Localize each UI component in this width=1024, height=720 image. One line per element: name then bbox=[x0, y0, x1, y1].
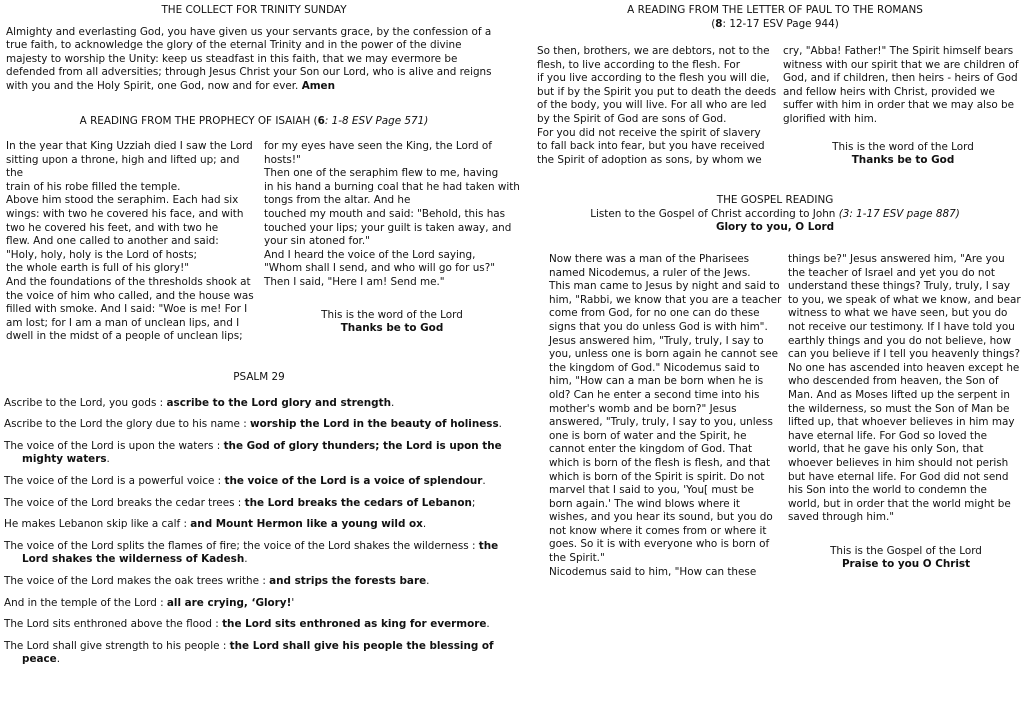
gospel-response: Praise to you O Christ bbox=[841, 558, 971, 571]
psalm-verse-response: the Lord breaks the cedars of Lebanon bbox=[244, 496, 472, 509]
isaiah-heading bbox=[6, 115, 502, 129]
psalm-verse-punct: . bbox=[390, 396, 395, 409]
romans-right-column bbox=[783, 45, 1023, 168]
psalm-verse-punct: . bbox=[56, 653, 61, 666]
isaiah-closing: This is the word of the Lord bbox=[321, 308, 463, 321]
collect-section bbox=[6, 4, 502, 94]
romans-ref: : 12-17 ESV Page 944) bbox=[722, 17, 839, 30]
psalm-verse-response: the Lord shakes the wilderness of Kadesh bbox=[22, 539, 499, 566]
psalm-verse bbox=[4, 518, 514, 532]
isaiah-response: Thanks be to God bbox=[340, 322, 444, 335]
gospel-ref: (3: 1-17 ESV page 887) bbox=[838, 207, 960, 220]
romans-chapter: 8 bbox=[715, 17, 723, 30]
psalm-verse-response: the Lord shall give his people the blessing of peace bbox=[22, 639, 494, 666]
romans-left-text: So then, brothers, we are debtors, not to the flesh, to live according to the flesh. For if you live according to the flesh you will die, but if by the Spirit you put to death the deeds of the body, you will live. For all who are led by the Spirit of God are sons of God. For you did not receive the spirit of slavery to fall back into fear, but you have received the Spirit of adoption as sons, by whom we bbox=[537, 45, 777, 166]
romans-closing: This is the word of the Lord bbox=[832, 140, 974, 153]
romans-heading-title: A READING FROM THE LETTER OF PAUL TO THE ROMANS bbox=[627, 4, 923, 16]
psalm-verse bbox=[4, 597, 514, 611]
romans-right-text: cry, "Abba! Father!" The Spirit himself bears witness with our spirit that we are children of God, and if children, then heirs - heirs of God and fellow heirs with Christ, provided we suffer with him in order that we may also be glorified with him. bbox=[783, 45, 1019, 125]
psalm-verse-response: and strips the forests bare bbox=[269, 574, 427, 587]
psalm-verse-punct: ; bbox=[471, 496, 476, 509]
psalm-verse-response: all are crying, ‘Glory! bbox=[166, 596, 292, 609]
romans-response: Thanks be to God bbox=[851, 154, 955, 167]
psalm-verse-response: the God of glory thunders; the Lord is upon the mighty waters bbox=[22, 439, 502, 466]
psalm-verse-first-half: And in the temple of the Lord : bbox=[4, 596, 167, 609]
psalm-verse-punct: . bbox=[244, 553, 248, 566]
isaiah-heading-chapter: 6 bbox=[317, 115, 325, 127]
psalm-verse-first-half: Ascribe to the Lord the glory due to his name : bbox=[4, 418, 251, 431]
psalm-verse bbox=[4, 540, 514, 567]
gospel-left-column bbox=[549, 253, 785, 579]
psalm-verse bbox=[4, 640, 514, 667]
psalm-verse-first-half: The voice of the Lord is a powerful voice : bbox=[4, 474, 225, 487]
collect-body bbox=[6, 26, 502, 94]
isaiah-heading-ref: : 1-8 ESV Page 571) bbox=[324, 115, 429, 127]
psalm-verse-punct: . bbox=[422, 518, 427, 531]
psalm-verse-response: the voice of the Lord is a voice of splendour bbox=[224, 474, 483, 487]
psalm-verse-punct: . bbox=[498, 418, 502, 431]
isaiah-right-column bbox=[264, 140, 520, 336]
isaiah-left-column bbox=[6, 140, 258, 344]
psalm-verse-first-half: He makes Lebanon skip like a calf : bbox=[4, 518, 191, 531]
romans-heading-ref: (8: 12-17 ESV Page 944) bbox=[711, 17, 839, 30]
psalm-heading: PSALM 29 bbox=[233, 371, 285, 383]
psalm-verse-first-half: The voice of the Lord splits the flames of fire; the voice of the Lord shakes the wilderness : bbox=[4, 539, 479, 552]
gospel-heading bbox=[530, 194, 1020, 235]
romans-left-column bbox=[537, 45, 777, 167]
psalm-verse-response: and Mount Hermon like a young wild ox bbox=[190, 518, 423, 531]
psalm-verse bbox=[4, 397, 514, 411]
psalm-verse bbox=[4, 618, 514, 632]
psalm-verse bbox=[4, 475, 514, 489]
collect-heading: THE COLLECT FOR TRINITY SUNDAY bbox=[161, 4, 347, 16]
gospel-intro: Listen to the Gospel of Christ according to John bbox=[590, 207, 839, 220]
collect-text: Almighty and everlasting God, you have given us your servants grace, by the confession of a true faith, to acknowledge the glory of the eternal Trinity and in the power of the divine majesty to worship the Unity: keep us steadfast in this faith, that we may evermore be defended from all adversities; through Jesus Christ your Son our Lord, who is alive and reigns with you and the Holy Spirit, one God, now and for ever. bbox=[6, 25, 492, 92]
psalm-verse bbox=[4, 418, 514, 432]
gospel-intro-line bbox=[530, 208, 1020, 222]
gospel-right-column bbox=[788, 253, 1024, 572]
gospel-right-text: things be?" Jesus answered him, "Are you the teacher of Israel and yet you do not understand these things? Truly, truly, I say to you, we speak of what we know, and bear witness to what we have seen, but you do not receive our testimony. If I have told you earthly things and you do not believe, how can you believe if I tell you heavenly things? No one has ascended into heaven except he who descended from heaven, the Son of Man. And as Moses lifted up the serpent in the wilderness, so must the Son of Man be lifted up, that whoever believes in him may have eternal life. For God so loved the world, that he gave his only Son, that whoever believes in him should not perish but have eternal life. For God did not send his Son into the world to condemn the world, but in order that the world might be saved through him." bbox=[788, 253, 1021, 524]
psalm-verse-punct: . bbox=[486, 618, 490, 631]
psalm-verse bbox=[4, 497, 514, 511]
psalm-verse-punct: ' bbox=[291, 596, 295, 609]
gospel-heading-title: THE GOSPEL READING bbox=[716, 194, 834, 206]
psalm-verse-first-half: The voice of the Lord is upon the waters : bbox=[4, 439, 224, 452]
isaiah-left-text: In the year that King Uzziah died I saw the Lord sitting upon a throne, high and lifted up; and the train of his robe filled the temple. Above him stood the seraphim. Each had six wings: with two he covered his face, and with two he covered his feet, and with two he flew. And one called to another and said: "Holy, holy, holy is the Lord of hosts; the whole earth is full of his glory!" And the foundations of the thresholds shook at the voice of him who called, and the house was filled with smoke. And I said: "Woe is me! For I am lost; for I am a man of unclean lips, and I dwell in the midst of a people of unclean lips; bbox=[6, 140, 254, 343]
psalm-section bbox=[4, 371, 514, 675]
gospel-closing: This is the Gospel of the Lord bbox=[830, 544, 982, 557]
isaiah-heading-prefix: A READING FROM THE PROPHECY OF ISAIAH ( bbox=[79, 115, 318, 127]
isaiah-right-text: for my eyes have seen the King, the Lord of hosts!" Then one of the seraphim flew to me, having in his hand a burning coal that he had taken with tongs from the altar. And he touched my mouth and said: "Behold, this has touched your lips; your guilt is taken away, and your sin atoned for." And I heard the voice of the Lord saying, "Whom shall I send, and who will go for us?" Then I said, "Here I am! Send me." bbox=[264, 140, 520, 288]
psalm-verse-punct: . bbox=[426, 574, 430, 587]
psalm-verse bbox=[4, 440, 514, 467]
psalm-verse-response: ascribe to the Lord glory and strength bbox=[166, 396, 391, 409]
psalm-verse-response: the Lord sits enthroned as king for evermore bbox=[222, 618, 487, 631]
psalm-verse bbox=[4, 575, 514, 589]
psalm-verse-punct: . bbox=[106, 453, 110, 466]
psalm-verse-first-half: The voice of the Lord makes the oak trees writhe : bbox=[4, 574, 270, 587]
romans-heading bbox=[530, 4, 1020, 31]
psalm-verse-first-half: Ascribe to the Lord, you gods : bbox=[4, 396, 167, 409]
psalm-verses bbox=[4, 397, 514, 667]
psalm-verse-punct: . bbox=[482, 474, 486, 487]
collect-amen: Amen bbox=[301, 79, 336, 92]
psalm-verse-first-half: The voice of the Lord breaks the cedar trees : bbox=[4, 496, 245, 509]
psalm-verse-response: worship the Lord in the beauty of holiness bbox=[250, 418, 499, 431]
gospel-left-text: Now there was a man of the Pharisees named Nicodemus, a ruler of the Jews. This man came to Jesus by night and said to him, "Rabbi, we know that you are a teacher come from God, for no one can do these signs that you do unless God is with him". Jesus answered him, "Truly, truly, I say to you, unless one is born again he cannot see the kingdom of God." Nicodemus said to him, "How can a man be born when he is old? Can he enter a second time into his mother's womb and be born?" Jesus answered, "Truly, truly, I say to you, unless one is born of water and the Spirit, he cannot enter the kingdom of God. That which is born of the flesh is flesh, and that which is born of the Spirit is spirit. Do not marvel that I said to you, 'You[ must be born again.' The wind blows where it wishes, and you hear its sound, but you do not know where it comes from or where it goes. So it is with everyone who is born of the Spirit." Nicodemus said to him, "How can these bbox=[549, 253, 782, 578]
psalm-verse-first-half: The Lord shall give strength to his people : bbox=[4, 639, 230, 652]
psalm-verse-first-half: The Lord sits enthroned above the flood : bbox=[4, 618, 223, 631]
gospel-acclamation: Glory to you, O Lord bbox=[715, 221, 835, 234]
